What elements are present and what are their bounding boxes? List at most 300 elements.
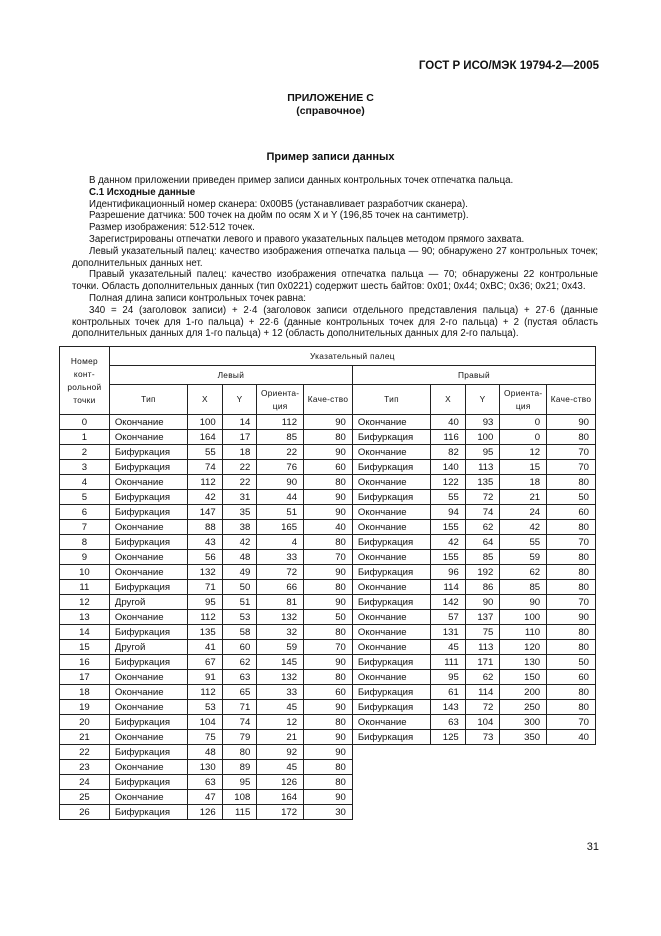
table-cell: Бифуркация — [109, 805, 187, 820]
table-cell: 74 — [465, 505, 500, 520]
table-cell: 38 — [222, 520, 257, 535]
table-row — [60, 625, 596, 640]
table-cell: 120 — [500, 640, 547, 655]
table-cell: Бифуркация — [352, 565, 430, 580]
table-cell: 104 — [465, 715, 500, 730]
table-cell: 80 — [547, 625, 596, 640]
table-cell: 42 — [188, 490, 223, 505]
table-cell: 111 — [431, 655, 466, 670]
table-cell: Бифуркация — [109, 580, 187, 595]
table-cell: 137 — [465, 610, 500, 625]
table-cell: Окончание — [352, 505, 430, 520]
table-cell: 45 — [257, 760, 304, 775]
table-row — [60, 730, 596, 745]
table-cell: 116 — [431, 430, 466, 445]
table-row — [60, 415, 596, 430]
table-cell: 25 — [60, 790, 110, 805]
table-row — [60, 460, 596, 475]
table-cell: 31 — [222, 490, 257, 505]
header-y-right: Y — [465, 385, 500, 415]
empty-cell — [431, 805, 466, 820]
table-cell: 135 — [188, 625, 223, 640]
table-cell: 43 — [188, 535, 223, 550]
table-cell: 104 — [188, 715, 223, 730]
table-cell: 50 — [547, 490, 596, 505]
table-cell: 70 — [547, 595, 596, 610]
table-cell: 30 — [304, 805, 353, 820]
table-cell: 10 — [60, 565, 110, 580]
table-row — [60, 655, 596, 670]
table-cell: 80 — [547, 520, 596, 535]
table-cell: 18 — [60, 685, 110, 700]
table-cell: 115 — [222, 805, 257, 820]
table-cell: 90 — [304, 700, 353, 715]
standard-header: ГОСТ Р ИСО/МЭК 19794-2—2005 — [418, 60, 599, 72]
table-cell: 80 — [304, 625, 353, 640]
table-cell: 80 — [547, 580, 596, 595]
minutiae-table — [59, 346, 596, 820]
table-cell: 142 — [431, 595, 466, 610]
table-row — [60, 715, 596, 730]
empty-cell — [431, 745, 466, 760]
table-cell: 75 — [465, 625, 500, 640]
table-cell: 125 — [431, 730, 466, 745]
table-cell: Окончание — [352, 550, 430, 565]
table-cell: 13 — [60, 610, 110, 625]
table-cell: 58 — [222, 625, 257, 640]
table-cell: 40 — [547, 730, 596, 745]
table-cell: 7 — [60, 520, 110, 535]
header-x-left: X — [188, 385, 223, 415]
table-cell: 45 — [431, 640, 466, 655]
table-cell: 21 — [257, 730, 304, 745]
table-cell: Бифуркация — [352, 730, 430, 745]
table-cell: Бифуркация — [109, 490, 187, 505]
header-x-right: X — [431, 385, 466, 415]
table-cell: 113 — [465, 640, 500, 655]
table-cell: 22 — [257, 445, 304, 460]
header-orientation-left: Ориента-ция — [257, 385, 304, 415]
table-cell: 80 — [547, 475, 596, 490]
table-cell: 350 — [500, 730, 547, 745]
table-cell: Окончание — [352, 520, 430, 535]
table-cell: 164 — [257, 790, 304, 805]
table-cell: 172 — [257, 805, 304, 820]
table-cell: 42 — [500, 520, 547, 535]
table-cell: 23 — [60, 760, 110, 775]
table-cell: 89 — [222, 760, 257, 775]
table-cell: 112 — [257, 415, 304, 430]
table-cell: Бифуркация — [352, 685, 430, 700]
empty-cell — [352, 760, 430, 775]
table-cell: 100 — [500, 610, 547, 625]
header-quality-right: Каче-ство — [547, 385, 596, 415]
table-cell: 122 — [431, 475, 466, 490]
table-cell: 70 — [304, 640, 353, 655]
empty-cell — [465, 790, 500, 805]
table-cell: 62 — [222, 655, 257, 670]
table-cell: Бифуркация — [352, 595, 430, 610]
table-cell: 94 — [431, 505, 466, 520]
table-cell: 88 — [188, 520, 223, 535]
table-cell: Бифуркация — [109, 715, 187, 730]
table-cell: 0 — [60, 415, 110, 430]
paragraph: Размер изображения: 512·512 точек. — [89, 222, 255, 234]
table-cell: 48 — [222, 550, 257, 565]
table-cell: 112 — [188, 475, 223, 490]
table-cell: 112 — [188, 685, 223, 700]
table-cell: Окончание — [352, 610, 430, 625]
paragraph: Идентификационный номер сканера: 0x00B5 (устанавливает разработчик сканера). — [89, 198, 468, 210]
table-cell: 132 — [257, 670, 304, 685]
empty-cell — [547, 775, 596, 790]
empty-cell — [352, 805, 430, 820]
table-cell: 80 — [547, 700, 596, 715]
table-cell: 12 — [500, 445, 547, 460]
paragraph: 340 = 24 (заголовок записи) + 2·4 (заголовок записи отдельного представления пальца) + 27·6 (данные контрольных точек для 1-го пальца) + 22·6 (данные контрольных точек для 2-го пальца) + 2 (пустая область дополнительных данных для 1-го пальца) + 12 (область дополнительных данных для 2-го пальца). — [72, 304, 598, 340]
table-cell: 80 — [547, 565, 596, 580]
table-cell: Бифуркация — [109, 505, 187, 520]
header-quality-left: Каче-ство — [304, 385, 353, 415]
table-cell: 18 — [222, 445, 257, 460]
table-cell: 90 — [304, 490, 353, 505]
table-cell: 86 — [465, 580, 500, 595]
table-cell: 14 — [60, 625, 110, 640]
table-cell: 70 — [547, 535, 596, 550]
table-cell: 20 — [60, 715, 110, 730]
table-cell: 74 — [188, 460, 223, 475]
table-row — [60, 535, 596, 550]
empty-cell — [465, 775, 500, 790]
table-cell: 49 — [222, 565, 257, 580]
empty-cell — [465, 805, 500, 820]
table-cell: 55 — [431, 490, 466, 505]
table-cell: 1 — [60, 430, 110, 445]
table-cell: 40 — [431, 415, 466, 430]
table-cell: 40 — [304, 520, 353, 535]
table-cell: 63 — [431, 715, 466, 730]
table-row — [60, 430, 596, 445]
paragraph: Левый указательный палец: качество изображения отпечатка пальца — 90; обнаружено 27 контрольных точек; дополнительных данных нет. — [72, 245, 598, 269]
table-cell: 155 — [431, 520, 466, 535]
empty-cell — [431, 760, 466, 775]
table-cell: 65 — [222, 685, 257, 700]
table-cell: Бифуркация — [352, 490, 430, 505]
table-cell: 85 — [465, 550, 500, 565]
table-cell: Окончание — [352, 670, 430, 685]
header-left: Левый — [109, 366, 352, 385]
table-cell: 131 — [431, 625, 466, 640]
table-row — [60, 805, 596, 820]
table-cell: 60 — [547, 505, 596, 520]
table-cell: 21 — [60, 730, 110, 745]
table-cell: Окончание — [109, 415, 187, 430]
table-cell: 72 — [465, 490, 500, 505]
table-cell: 150 — [500, 670, 547, 685]
table-row — [60, 700, 596, 715]
table-cell: 53 — [188, 700, 223, 715]
empty-cell — [547, 760, 596, 775]
table-cell: 21 — [500, 490, 547, 505]
table-row — [60, 595, 596, 610]
table-cell: 95 — [188, 595, 223, 610]
table-cell: 32 — [257, 625, 304, 640]
table-cell: 90 — [304, 565, 353, 580]
table-cell: 80 — [304, 715, 353, 730]
table-cell: 80 — [547, 640, 596, 655]
table-cell: Бифуркация — [109, 745, 187, 760]
table-cell: 11 — [60, 580, 110, 595]
header-point-number: Номер конт-рольной точки — [60, 347, 110, 415]
table-cell: 171 — [465, 655, 500, 670]
table-cell: 90 — [257, 475, 304, 490]
header-type-left: Тип — [109, 385, 187, 415]
empty-cell — [465, 745, 500, 760]
table-cell: 60 — [547, 670, 596, 685]
header-y-left: Y — [222, 385, 257, 415]
table-cell: 126 — [188, 805, 223, 820]
table-cell: 80 — [547, 550, 596, 565]
table-cell: 42 — [222, 535, 257, 550]
table-cell: 80 — [304, 775, 353, 790]
table-cell: 60 — [222, 640, 257, 655]
table-cell: 114 — [465, 685, 500, 700]
table-cell: Бифуркация — [109, 655, 187, 670]
table-cell: 15 — [500, 460, 547, 475]
table-cell: 95 — [431, 670, 466, 685]
table-cell: 90 — [547, 610, 596, 625]
table-cell: 16 — [60, 655, 110, 670]
table-cell: 61 — [431, 685, 466, 700]
table-row — [60, 580, 596, 595]
table-cell: 72 — [257, 565, 304, 580]
appendix-subtitle: (справочное) — [296, 105, 365, 117]
table-cell: Бифуркация — [352, 655, 430, 670]
table-cell: 62 — [500, 565, 547, 580]
table-cell: 90 — [304, 790, 353, 805]
table-cell: 132 — [257, 610, 304, 625]
table-cell: 164 — [188, 430, 223, 445]
table-cell: 92 — [257, 745, 304, 760]
table-cell: 63 — [188, 775, 223, 790]
table-cell: 24 — [500, 505, 547, 520]
table-cell: 48 — [188, 745, 223, 760]
table-cell: 19 — [60, 700, 110, 715]
table-cell: 80 — [547, 430, 596, 445]
table-cell: 192 — [465, 565, 500, 580]
table-cell: 6 — [60, 505, 110, 520]
table-cell: 15 — [60, 640, 110, 655]
empty-cell — [431, 790, 466, 805]
paragraph: Зарегистрированы отпечатки левого и правого указательных пальцев методом прямого захвата. — [89, 233, 525, 245]
header-type-right: Тип — [352, 385, 430, 415]
table-cell: 71 — [188, 580, 223, 595]
table-cell: Окончание — [352, 415, 430, 430]
table-cell: 130 — [500, 655, 547, 670]
table-cell: Другой — [109, 640, 187, 655]
table-cell: 5 — [60, 490, 110, 505]
table-row — [60, 505, 596, 520]
table-cell: 90 — [304, 505, 353, 520]
table-cell: 145 — [257, 655, 304, 670]
empty-cell — [352, 790, 430, 805]
table-cell: Окончание — [109, 760, 187, 775]
table-cell: 2 — [60, 445, 110, 460]
table-cell: 50 — [304, 610, 353, 625]
table-row — [60, 775, 596, 790]
table-cell: Окончание — [109, 700, 187, 715]
appendix-heading — [0, 92, 661, 118]
table-cell: Окончание — [352, 640, 430, 655]
table-cell: 90 — [304, 745, 353, 760]
header-index-finger: Указательный палец — [109, 347, 595, 366]
table-cell: 74 — [222, 715, 257, 730]
table-cell: 135 — [465, 475, 500, 490]
table-cell: 62 — [465, 670, 500, 685]
table-row — [60, 640, 596, 655]
table-cell: 18 — [500, 475, 547, 490]
table-cell: 95 — [222, 775, 257, 790]
empty-cell — [500, 760, 547, 775]
table-cell: Окончание — [109, 430, 187, 445]
empty-cell — [500, 790, 547, 805]
table-cell: 200 — [500, 685, 547, 700]
table-cell: 67 — [188, 655, 223, 670]
table-cell: 82 — [431, 445, 466, 460]
table-cell: 12 — [257, 715, 304, 730]
table-cell: 81 — [257, 595, 304, 610]
table-cell: 0 — [500, 415, 547, 430]
table-cell: 85 — [500, 580, 547, 595]
table-cell: Окончание — [109, 790, 187, 805]
table-row — [60, 520, 596, 535]
table-cell: 80 — [222, 745, 257, 760]
table-cell: 80 — [304, 430, 353, 445]
table-cell: 113 — [465, 460, 500, 475]
table-body — [60, 415, 596, 820]
table-row — [60, 565, 596, 580]
table-cell: Окончание — [352, 625, 430, 640]
table-cell: 76 — [257, 460, 304, 475]
table-cell: 9 — [60, 550, 110, 565]
empty-cell — [547, 745, 596, 760]
table-cell: 147 — [188, 505, 223, 520]
table-cell: 140 — [431, 460, 466, 475]
table-cell: 70 — [547, 715, 596, 730]
table-cell: 93 — [465, 415, 500, 430]
empty-cell — [352, 775, 430, 790]
table-cell: 130 — [188, 760, 223, 775]
table-cell: 17 — [222, 430, 257, 445]
table-cell: 4 — [60, 475, 110, 490]
table-row — [60, 490, 596, 505]
table-row — [60, 745, 596, 760]
table-cell: Бифуркация — [109, 445, 187, 460]
table-row — [60, 670, 596, 685]
table-cell: 60 — [304, 460, 353, 475]
table-row — [60, 760, 596, 775]
table-cell: Бифуркация — [109, 535, 187, 550]
table-cell: Бифуркация — [109, 460, 187, 475]
empty-cell — [352, 745, 430, 760]
table-row — [60, 550, 596, 565]
table-cell: 41 — [188, 640, 223, 655]
table-cell: 90 — [500, 595, 547, 610]
header-right: Правый — [352, 366, 595, 385]
table-cell: 90 — [465, 595, 500, 610]
table-cell: 51 — [257, 505, 304, 520]
table-cell: 250 — [500, 700, 547, 715]
table-cell: 22 — [222, 475, 257, 490]
table-cell: 26 — [60, 805, 110, 820]
body-text — [72, 175, 598, 340]
table-cell: 60 — [304, 685, 353, 700]
table-cell: 91 — [188, 670, 223, 685]
table-cell: Окончание — [109, 565, 187, 580]
table-cell: 72 — [465, 700, 500, 715]
subsection-heading: С.1 Исходные данные — [89, 186, 196, 198]
table-cell: 90 — [304, 415, 353, 430]
table-cell: 100 — [465, 430, 500, 445]
table-cell: 75 — [188, 730, 223, 745]
table-cell: 85 — [257, 430, 304, 445]
paragraph: Правый указательный палец: качество изображения отпечатка пальца — 70; обнаружены 22 контрольные точки. Область дополнительных данных (тип 0x0221) содержит шесть байтов: 0x01; 0x44; 0xBC; 0x36; 0x21; 0x43. — [72, 269, 598, 293]
table-cell: 73 — [465, 730, 500, 745]
table-cell: 112 — [188, 610, 223, 625]
table-cell: Бифуркация — [109, 625, 187, 640]
table-cell: Окончание — [109, 730, 187, 745]
table-cell: Окончание — [352, 475, 430, 490]
table-cell: 90 — [304, 445, 353, 460]
empty-cell — [500, 775, 547, 790]
table-cell: 35 — [222, 505, 257, 520]
table-cell: 50 — [547, 655, 596, 670]
paragraph: В данном приложении приведен пример записи данных контрольных точек отпечатка пальца. — [89, 175, 514, 186]
table-cell: 33 — [257, 550, 304, 565]
table-cell: 56 — [188, 550, 223, 565]
appendix-title: ПРИЛОЖЕНИЕ С — [287, 92, 374, 104]
table-cell: 96 — [431, 565, 466, 580]
table-cell: 143 — [431, 700, 466, 715]
table-cell: 4 — [257, 535, 304, 550]
page-number: 31 — [586, 841, 599, 853]
table-cell: 80 — [304, 580, 353, 595]
table-row — [60, 475, 596, 490]
table-cell: Бифуркация — [352, 700, 430, 715]
table-cell: 90 — [304, 595, 353, 610]
table-cell: 71 — [222, 700, 257, 715]
table-cell: Окончание — [109, 475, 187, 490]
table-cell: Окончание — [109, 550, 187, 565]
table-cell: 155 — [431, 550, 466, 565]
table-cell: 63 — [222, 670, 257, 685]
table-cell: Бифуркация — [109, 775, 187, 790]
table-cell: 42 — [431, 535, 466, 550]
table-cell: 24 — [60, 775, 110, 790]
table-cell: Окончание — [352, 580, 430, 595]
empty-cell — [465, 760, 500, 775]
table-row — [60, 610, 596, 625]
table-row — [60, 790, 596, 805]
table-cell: 90 — [304, 730, 353, 745]
table-cell: 8 — [60, 535, 110, 550]
table-cell: 55 — [188, 445, 223, 460]
empty-cell — [500, 745, 547, 760]
table-cell: 79 — [222, 730, 257, 745]
header-orientation-right: Ориента-ция — [500, 385, 547, 415]
table-cell: Бифуркация — [352, 430, 430, 445]
table-cell: 90 — [304, 655, 353, 670]
